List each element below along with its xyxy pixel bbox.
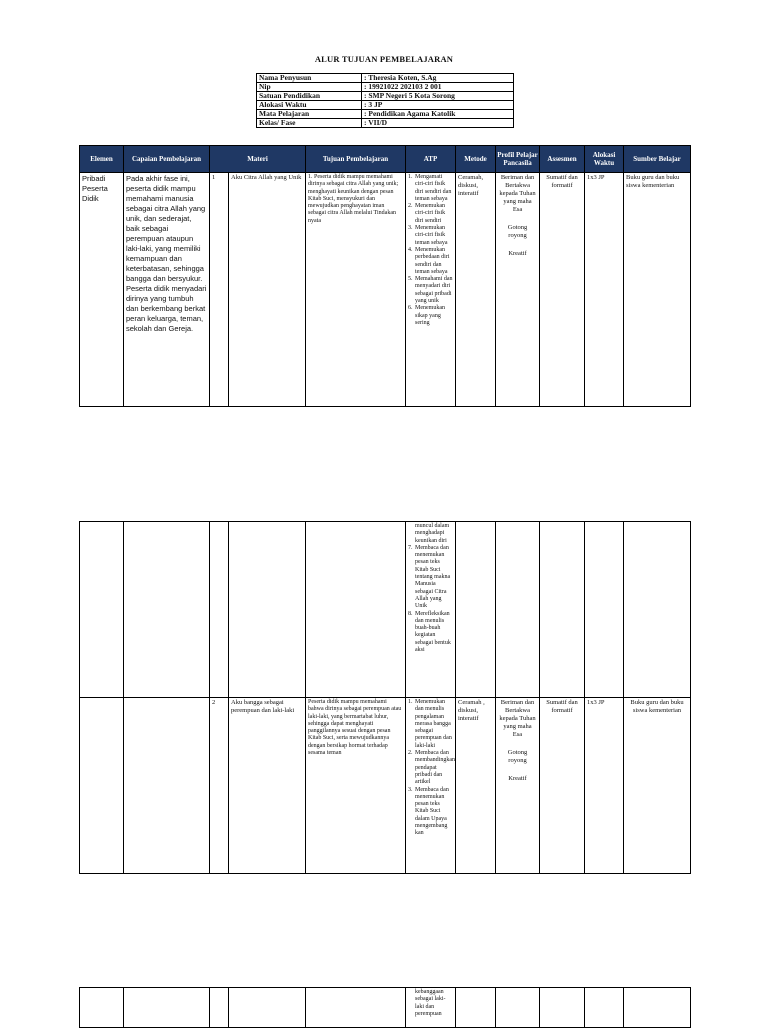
header-row [80, 146, 691, 173]
profil-item: Kreatif [508, 250, 527, 257]
cell-materi: Aku bangga sebagai perempuan dan laki-laki [229, 698, 306, 874]
atp-item: 5. Memahami dan menyadari diri sebagai pribadi yang unik [408, 276, 453, 305]
header-sumber: Sumber Belajar [624, 146, 691, 173]
cell-atp [406, 698, 456, 874]
cell-alokasi: 1x3 JP [585, 173, 624, 407]
info-value: : Theresia Koten, S.Ag [362, 74, 514, 83]
atp-item: 8. Merefleksikan dan menulis buah-buah kegiatan sebagai bentuk aksi [408, 610, 451, 654]
info-label: Kelas/ Fase [257, 119, 362, 128]
cell-asesmen: Sumatif dan formatif [540, 698, 585, 874]
table-row [80, 988, 691, 1028]
info-row [257, 119, 514, 128]
atp-item: 2. Menemukan ciri-ciri fisik diri sendiri [408, 203, 446, 224]
cell-asesmen: Sumatif dan formatif [540, 173, 585, 407]
profil-item: Kreatif [508, 775, 527, 782]
header-capaian: Capaian Pembelajaran [124, 146, 210, 173]
info-value: : 19921022 202103 2 001 [362, 83, 514, 92]
header-asesmen: Assesmen [540, 146, 585, 173]
info-row [257, 83, 514, 92]
info-row [257, 74, 514, 83]
atp-item: 4. Menemukan perbedaan diri sendiri dan teman sebaya [408, 246, 450, 275]
atp-item: 1. Mengamati ciri-ciri fisik diri sendiri dan teman sebaya [408, 174, 452, 202]
atp-item: 7. Membaca dan menemukan pesan teks Kitab Suci tentang makna Manusia sebagai Citra Allah yang Unik [408, 544, 451, 610]
info-value: : VII/D [362, 119, 514, 128]
profil-item: Gotong royong [507, 224, 528, 239]
info-value: : SMP Negeri 5 Kota Sorong [362, 92, 514, 101]
header-materi: Materi [210, 146, 306, 173]
cell-atp [406, 173, 456, 407]
info-label: Alokasi Waktu [257, 101, 362, 110]
info-label: Nip [257, 83, 362, 92]
cell-sumber: Buku guru dan buku siswa kementerian [624, 698, 691, 874]
atp-continued: kebanggaan sebagai laki-laki dan perempuan [415, 989, 446, 1017]
atp-item: 3. Menemukan ciri-ciri fisik teman sebaya [408, 225, 448, 246]
cell-capaian: Pada akhir fase ini, peserta didik mampu memahami manusia sebagai citra Allah yang unik, dan sederajat, baik sebagai perempuan ataupun laki-laki, yang memiliki kemampuan dan keterbatasan, sehingga bangga dan bersyukur. Peserta didik menyadari dirinya yang tumbuh dan berkembang berkat peran keluarga, teman, sekolah dan Gereja. [124, 173, 210, 407]
info-label: Satuan Pendidikan [257, 92, 362, 101]
cell-profil [496, 698, 540, 874]
identity-table [256, 73, 514, 128]
profil-item: Gotong royong [507, 749, 528, 764]
info-row [257, 92, 514, 101]
table-row [80, 522, 691, 698]
info-row [257, 110, 514, 119]
cell-sumber: Buku guru dan buku siswa kementerian [624, 173, 691, 407]
cell-atp [406, 522, 456, 698]
cell-tujuan: Peserta didik mampu memahami bahwa dirinya sebagai perempuan atau laki-laki, yang bermartabat luhur, sehingga dapat menghayati panggilannya sesuai dengan pesan Kitab Suci, serta mewujudkannya dengan bersikap hormat terhadap sesama teman [306, 698, 406, 874]
atp-continued: muncul dalam menghadapi keunikan diri [415, 523, 450, 544]
cell-tujuan: 1. Peserta didik mampu memahami dirinya sebagai citra Allah yang unik; menghayati keunikan dengan pesan Kitab Suci, mensyukuri dan mewujudkan penghayatan iman sebagai citra Allah melalui Tindakan nyata [306, 173, 406, 407]
cell-materi: Aku Citra Allah yang Unik [229, 173, 306, 407]
cell-no: 1 [210, 173, 229, 407]
profil-item: Beriman dan Bertakwa kepada Tuhan yang maha Esa [499, 699, 536, 738]
atp-item: 1. Menemukan dan menulis pengalaman merasa bangga sebagai perempuan dan laki-laki [408, 699, 452, 749]
document-title: ALUR TUJUAN PEMBELAJARAN [314, 54, 454, 64]
cell-alokasi: 1x3 JP [585, 698, 624, 874]
info-value: : 3 JP [362, 101, 514, 110]
cell-elemen: Pribadi Peserta Didik [80, 173, 124, 407]
info-row [257, 101, 514, 110]
atp-table-page3 [79, 987, 691, 1028]
atp-table-page1 [79, 145, 691, 407]
info-label: Nama Penyusun [257, 74, 362, 83]
cell-metode: Ceramah, diskusi, interatif [456, 173, 496, 407]
header-alokasi: Alokasi Waktu [585, 146, 624, 173]
cell-no: 2 [210, 698, 229, 874]
atp-item: 3. Membaca dan menemukan pesan teks Kitab Suci dalam Upaya mengembang kan [408, 786, 449, 837]
atp-item: 6. Menemukan sikap yang sering [408, 305, 446, 326]
header-metode: Metode [456, 146, 496, 173]
atp-item: 2. Membaca dan membandingkan pendapat pribadi dan artikel [408, 750, 455, 786]
cell-profil [496, 173, 540, 407]
header-elemen: Elemen [80, 146, 124, 173]
header-tujuan: Tujuan Pembelajaran [306, 146, 406, 173]
table-row [80, 698, 691, 874]
header-atp: ATP [406, 146, 456, 173]
header-profil: Profil Pelajar Pancasila [496, 146, 540, 173]
atp-table-page2 [79, 521, 691, 874]
info-label: Mata Pelajaran [257, 110, 362, 119]
cell-metode: Ceramah , diskusi, interatif [456, 698, 496, 874]
info-value: : Pendidikan Agama Katolik [362, 110, 514, 119]
cell-atp [406, 988, 456, 1028]
profil-item: Beriman dan Bertakwa kepada Tuhan yang maha Esa [499, 174, 536, 213]
table-row [80, 173, 691, 407]
